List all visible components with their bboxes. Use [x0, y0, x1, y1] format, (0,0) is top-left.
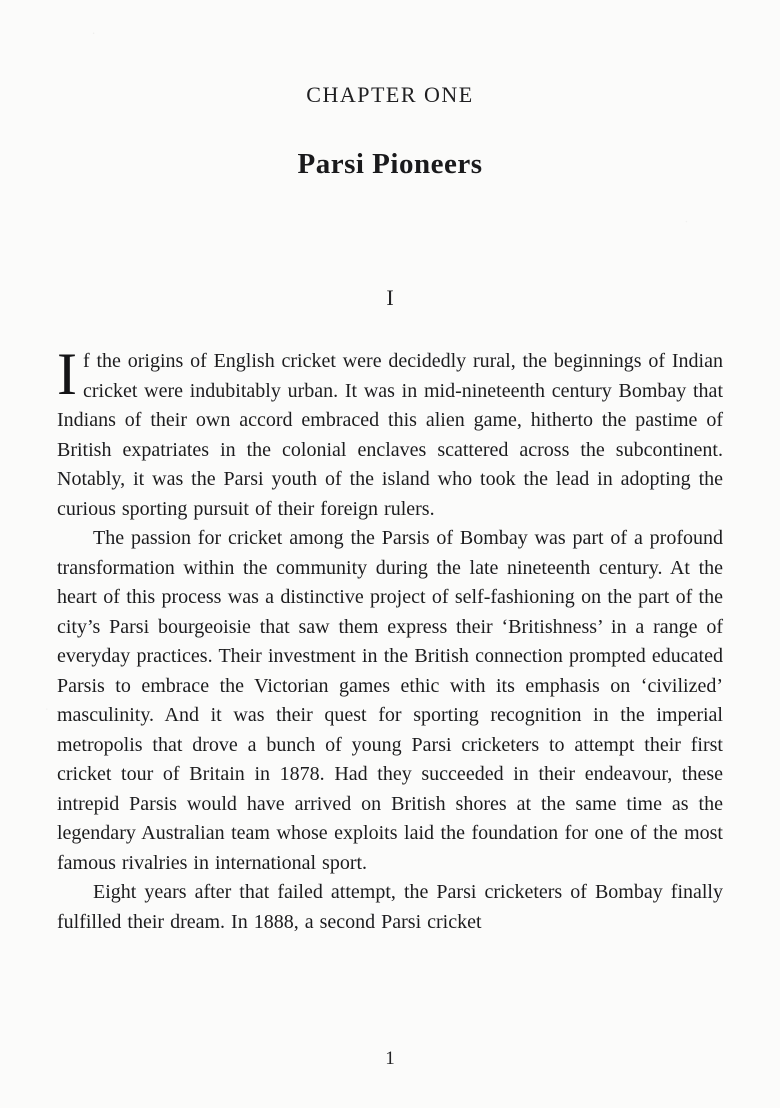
chapter-label: CHAPTER ONE	[306, 82, 474, 107]
drop-cap: I	[57, 341, 77, 407]
page-number: 1	[385, 1048, 395, 1069]
chapter-title: Parsi Pioneers	[297, 148, 483, 180]
paragraph-2: The passion for cricket among the Parsis of Bombay was part of a profound transformation within the community during the late nineteenth century. At the heart of this process was a distinctive project of self-fashioning on the part of the city’s Parsi bourgeoisie that saw them express their ‘Britishness’ in a range of everyday practices. Their investment in the British connection prompted educated Parsis to embrace the Victorian games ethic with its emphasis on ‘civilized’ masculinity. And it was their quest for sporting recognition in the imperial metropolis that drove a bunch of young Parsi cricketers to attempt their first cricket tour of Britain in 1878. Had they succeeded in their endeavour, these intrepid Parsis would have arrived on British shores at the same time as the legendary Australian team whose exploits laid the foundation for one of the most famous rivalries in international sport.	[57, 527, 723, 874]
paragraph-3: Eight years after that failed attempt, the Parsi cricketers of Bombay finally fulfilled their dream. In 1888, a second Parsi cricket	[57, 881, 723, 933]
paragraph-1-text: f the origins of English cricket were decidedly rural, the beginnings of Indian cricket were indubitably urban. It was in mid-nineteenth century Bombay that Indians of their own accord embraced this alien game, hitherto the pastime of British expatriates in the colonial enclaves scattered across the subcontinent. Notably, it was the Parsi youth of the island who took the lead in adopting the curious sporting pursuit of their foreign rulers.	[57, 350, 723, 520]
paragraph-1	[57, 341, 723, 524]
section-numeral: I	[386, 285, 394, 310]
body-text	[57, 341, 723, 937]
